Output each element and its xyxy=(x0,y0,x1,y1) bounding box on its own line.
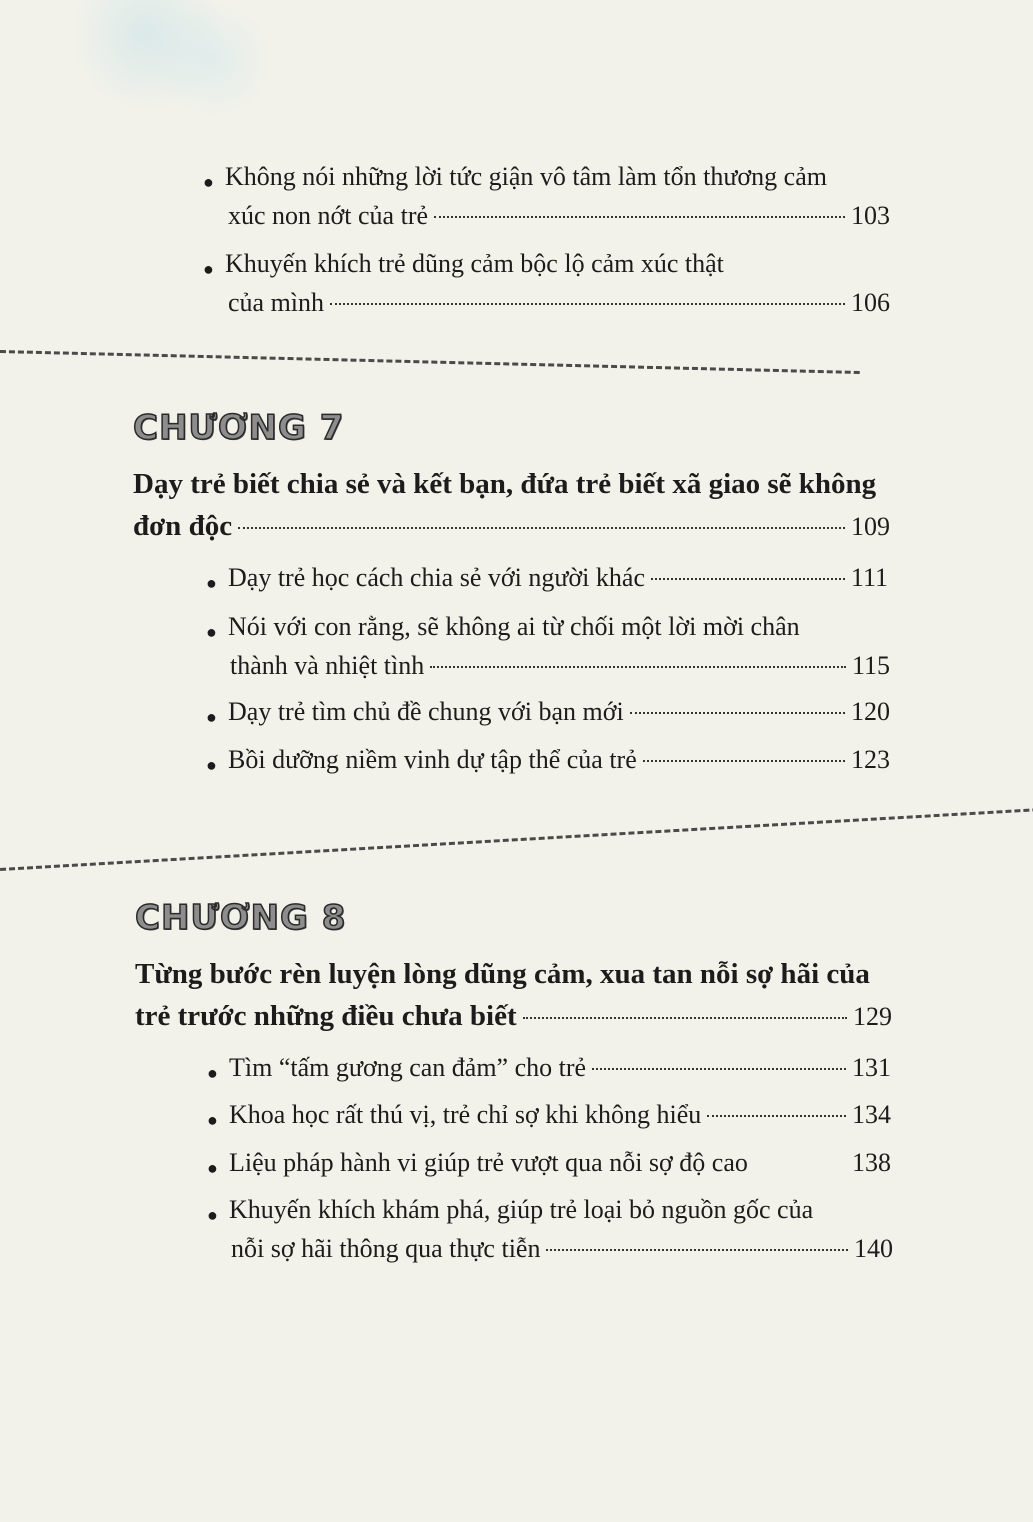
chapter-label: CHƯƠNG 7 xyxy=(133,408,345,448)
toc-entry[interactable] xyxy=(228,559,888,597)
toc-entry-text: của mình xyxy=(228,288,325,317)
dot-leader xyxy=(707,1115,846,1117)
toc-entry[interactable] xyxy=(228,693,890,731)
page-number: 109 xyxy=(851,512,890,541)
chapter-title-entry[interactable] xyxy=(135,997,892,1036)
toc-entry-text: Liệu pháp hành vi giúp trẻ vượt qua nỗi sợ độ cao xyxy=(229,1148,748,1177)
toc-entry-text: Dạy trẻ tìm chủ đề chung với bạn mới xyxy=(228,697,624,726)
toc-entry-text: Khuyến khích khám phá, giúp trẻ loại bỏ nguồn gốc của xyxy=(229,1195,814,1224)
bullet-icon: ● xyxy=(206,573,217,593)
bullet-icon: ● xyxy=(206,622,217,642)
toc-entry-text: Khoa học rất thú vị, trẻ chỉ sợ khi không hiểu xyxy=(229,1100,702,1129)
toc-entry[interactable] xyxy=(231,1230,893,1268)
toc-entry[interactable] xyxy=(228,741,890,779)
chapter-title: Dạy trẻ biết chia sẻ và kết bạn, đứa trẻ biết xã giao sẽ không xyxy=(133,468,877,500)
dot-leader xyxy=(630,712,845,714)
toc-entry-text: Nói với con rằng, sẽ không ai từ chối một lời mời chân xyxy=(228,612,800,641)
chapter-title: đơn độc xyxy=(133,510,233,542)
dot-leader xyxy=(592,1068,846,1070)
toc-entry-text: thành và nhiệt tình xyxy=(230,651,425,680)
page-number: 106 xyxy=(851,288,890,317)
toc-entry-text: Dạy trẻ học cách chia sẻ với người khác xyxy=(228,563,645,592)
page-number: 134 xyxy=(852,1100,891,1129)
page-number: 120 xyxy=(851,697,890,726)
page-number: 123 xyxy=(851,745,890,774)
toc-entry[interactable] xyxy=(229,1096,891,1134)
bullet-icon: ● xyxy=(207,1158,218,1178)
dot-leader xyxy=(238,527,845,529)
bullet-icon: ● xyxy=(206,707,217,727)
toc-entry-text: Bồi dưỡng niềm vinh dự tập thể của trẻ xyxy=(228,745,637,774)
toc-entry-text: xúc non nớt của trẻ xyxy=(228,201,429,230)
dot-leader xyxy=(430,666,846,668)
toc-entry-text: Tìm “tấm gương can đảm” cho trẻ xyxy=(229,1053,587,1082)
toc-entry-text: Không nói những lời tức giận vô tâm làm tổn thương cảm xyxy=(225,162,827,191)
toc-entry[interactable] xyxy=(229,1049,891,1087)
background-heart-decoration xyxy=(150,0,280,120)
toc-entry-text: Khuyến khích trẻ dũng cảm bộc lộ cảm xúc thật xyxy=(225,249,724,278)
chapter-label: CHƯƠNG 8 xyxy=(135,898,347,938)
page-number: 111 xyxy=(850,563,888,592)
dot-leader xyxy=(643,760,845,762)
bullet-icon: ● xyxy=(207,1110,218,1130)
dot-leader xyxy=(546,1249,848,1251)
page-number: 138 xyxy=(852,1148,891,1177)
page-number: 115 xyxy=(851,651,890,680)
page-number: 140 xyxy=(854,1234,893,1263)
dashed-separator xyxy=(0,350,860,374)
toc-entry-text: nỗi sợ hãi thông qua thực tiễn xyxy=(231,1234,541,1263)
bullet-icon: ● xyxy=(203,172,214,192)
page-number: 131 xyxy=(852,1053,891,1082)
dot-leader xyxy=(651,578,845,580)
page-number: 129 xyxy=(853,1002,892,1031)
background-heart-decoration xyxy=(62,0,232,110)
dot-leader xyxy=(434,216,845,218)
bullet-icon: ● xyxy=(203,259,214,279)
bullet-icon: ● xyxy=(206,755,217,775)
chapter-title-entry[interactable] xyxy=(133,507,890,546)
page-number: 103 xyxy=(851,201,890,230)
toc-entry[interactable] xyxy=(228,197,890,235)
bullet-icon: ● xyxy=(207,1205,218,1225)
bullet-icon: ● xyxy=(207,1063,218,1083)
dot-leader xyxy=(330,303,845,305)
chapter-title: trẻ trước những điều chưa biết xyxy=(135,1000,517,1032)
dashed-separator xyxy=(0,808,1033,871)
toc-entry[interactable] xyxy=(230,647,890,685)
toc-entry[interactable] xyxy=(228,284,890,322)
chapter-title: Từng bước rèn luyện lòng dũng cảm, xua tan nỗi sợ hãi của xyxy=(135,958,870,990)
dot-leader xyxy=(523,1017,847,1019)
toc-entry[interactable] xyxy=(229,1144,891,1182)
